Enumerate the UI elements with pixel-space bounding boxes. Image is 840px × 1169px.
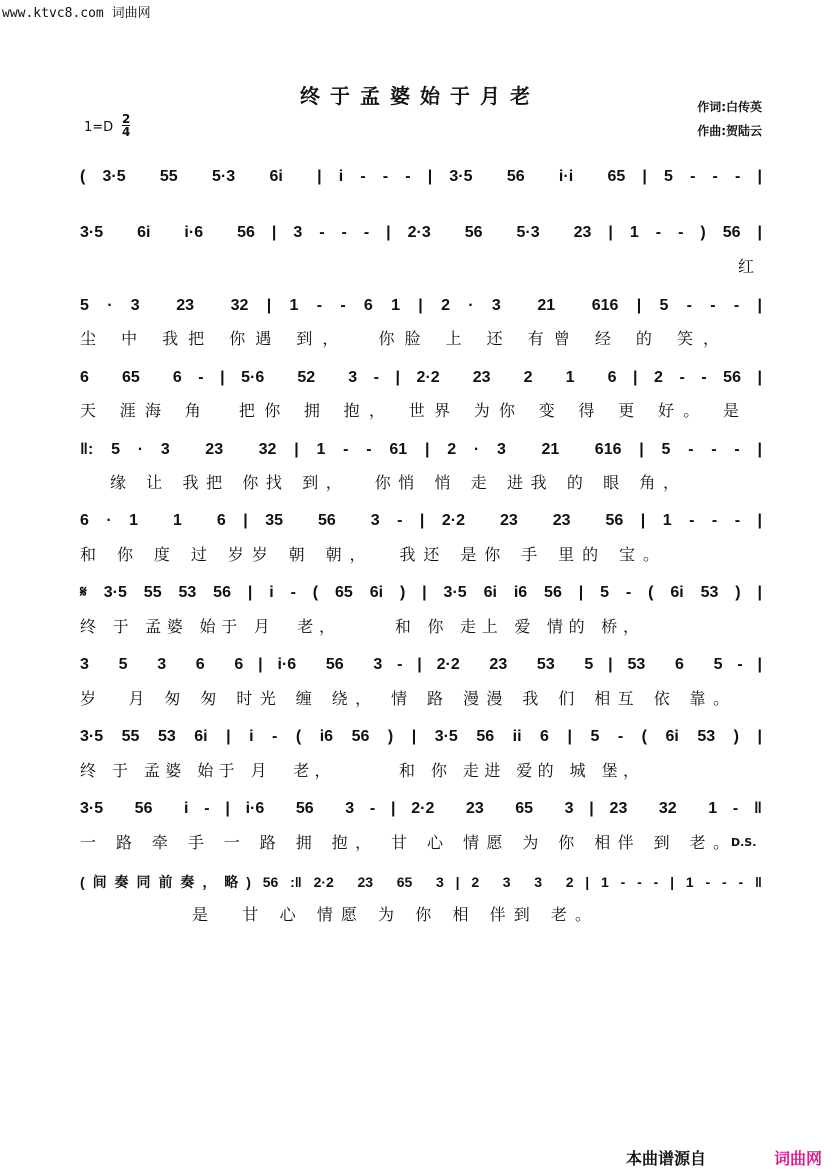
ds-mark: D.S. bbox=[731, 836, 757, 849]
notation-line: 𝄋 3·5 55 53 56 | i - ( 65 6i ) | 3·5 6i i6 56 | 5 - ( 6i 53 ) | bbox=[80, 584, 762, 601]
notation-line: 3·5 56 i - | i·6 56 3 - | 2·2 23 65 3 | 23 32 1 - ‖ bbox=[80, 800, 762, 817]
footer-brand-link[interactable]: 词曲网 bbox=[774, 1149, 823, 1168]
lyric-line: 终 于 孟婆 始于 月 老， 和 你 走上 爱 情的 桥， bbox=[80, 617, 640, 636]
notation-line: 3·5 6i i·6 56 | 3 - - - | 2·3 56 5·3 23 | 1 - - ) 56 | bbox=[80, 224, 762, 241]
notation-line: (间奏同前奏，略) 56 :‖ 2·2 23 65 3 | 2 3 3 2 | 1 - - - | 1 - - - ‖ bbox=[80, 874, 762, 890]
song-title: 终于孟婆始于月老 bbox=[300, 84, 540, 108]
lyricist: 作词:白传英 bbox=[697, 100, 762, 114]
footer-source-label: 本曲谱源自 bbox=[626, 1149, 707, 1168]
notation-line: ( 3·5 55 5·3 6i | i - - - | 3·5 56 i·i 65 | 5 - - - | bbox=[80, 168, 762, 185]
watermark: www.ktvc8.com 词曲网 bbox=[2, 6, 151, 21]
lyric-line: 一 路 牵 手 一 路 拥 抱， 甘 心 情愿 为 你 相伴 到 老。 bbox=[80, 833, 730, 852]
notation-line: ‖: 5 · 3 23 32 | 1 - - 61 | 2 · 3 21 616 | 5 - - - | bbox=[80, 441, 762, 458]
notation-line: 3 5 3 6 6 | i·6 56 3 - | 2·2 23 53 5 | 53 6 5 - | bbox=[80, 656, 762, 673]
lyric-line: 终 于 孟婆 始于 月 老， 和 你 走进 爱的 城 堡， bbox=[80, 761, 640, 780]
lyric-line: 岁 月 匆 匆 时光 缠 绕， 情 路 漫漫 我 们 相互 依 靠。 bbox=[80, 689, 730, 708]
time-sig-bottom: 4 bbox=[122, 125, 131, 139]
lyric-line: 缘 让 我把 你找 到， 你悄 悄 走 进我 的 眼 角， bbox=[110, 473, 680, 492]
lyric-line: 是 甘 心 情愿 为 你 相 伴到 老。 bbox=[192, 905, 592, 924]
notation-line: 5 · 3 23 32 | 1 - - 6 1 | 2 · 3 21 616 | 5 - - - | bbox=[80, 297, 762, 314]
key-signature: 1=D bbox=[84, 120, 114, 135]
time-signature bbox=[122, 113, 130, 138]
notation-line: 6 65 6 - | 5·6 52 3 - | 2·2 23 2 1 6 | 2 - - 56 | bbox=[80, 369, 762, 386]
lyric-line: 天 涯海 角 把你 拥 抱， 世界 为你 变 得 更 好。 是 bbox=[80, 401, 740, 420]
composer: 作曲:贺陆云 bbox=[697, 124, 762, 138]
lyric-line: 尘 中 我把 你遇 到， 你脸 上 还 有曾 经 的 笑， bbox=[80, 329, 720, 348]
notation-line: 3·5 55 53 6i | i - ( i6 56 ) | 3·5 56 ii 6 | 5 - ( 6i 53 ) | bbox=[80, 728, 762, 745]
lyric-line: 红 bbox=[738, 257, 755, 276]
time-sig-top: 2 bbox=[122, 112, 131, 126]
notation-line: 6 · 1 1 6 | 35 56 3 - | 2·2 23 23 56 | 1 - - - | bbox=[80, 512, 762, 529]
lyric-line: 和 你 度 过 岁岁 朝 朝， 我还 是你 手 里的 宝。 bbox=[80, 545, 660, 564]
